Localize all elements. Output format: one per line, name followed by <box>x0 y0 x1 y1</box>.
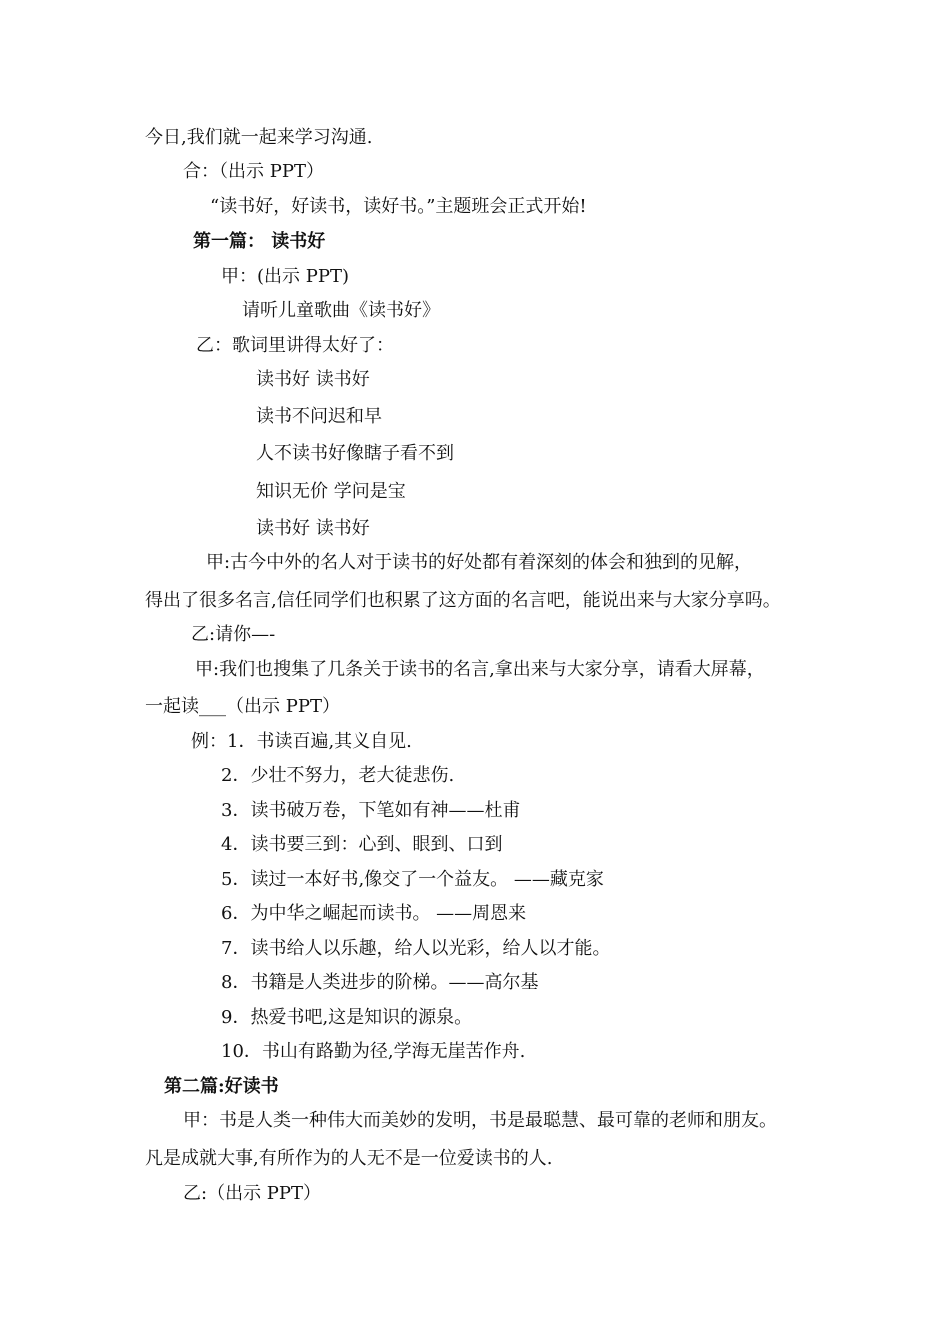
text-line: 请听儿童歌曲《读书好》 <box>242 300 440 321</box>
quote-item: 5．读过一本好书,像交了一个益友。 ——藏克家 <box>221 869 604 890</box>
text-line: 乙：歌词里讲得太好了： <box>196 335 394 356</box>
lyric-line: 读书好 读书好 <box>256 518 370 539</box>
quote-item: 4．读书要三到：心到、眼到、口到 <box>221 834 503 855</box>
quote-item: 6．为中华之崛起而读书。 ——周恩来 <box>221 903 527 924</box>
text-line: 凡是成就大事,有所作为的人无不是一位爱读书的人. <box>145 1148 553 1169</box>
lyric-line: 人不读书好像瞎子看不到 <box>256 443 454 464</box>
text-line: “读书好，好读书，读好书。”主题班会正式开始! <box>210 196 587 217</box>
lyric-line: 读书不问迟和早 <box>256 406 382 427</box>
quote-item: 2．少壮不努力，老大徒悲伤. <box>221 765 455 786</box>
quote-item: 10．书山有路勤为径,学海无崖苦作舟. <box>221 1041 526 1062</box>
text-line: 合：（出示 PPT） <box>183 161 324 182</box>
lyric-line: 读书好 读书好 <box>256 369 370 390</box>
quote-item: 例：1．书读百遍,其义自见. <box>191 731 412 752</box>
quote-item: 9．热爱书吧,这是知识的源泉。 <box>221 1007 473 1028</box>
text-line: 甲：(出示 PPT) <box>221 266 349 287</box>
text-line: 甲:我们也搜集了几条关于读书的名言,拿出来与大家分享，请看大屏幕， <box>195 659 765 680</box>
text-line: 甲：书是人类一种伟大而美妙的发明，书是最聪慧、最可靠的老师和朋友。 <box>183 1110 777 1131</box>
text-line: 一起读___（出示 PPT） <box>145 696 340 717</box>
lyric-line: 知识无价 学问是宝 <box>256 481 406 502</box>
quote-item: 7．读书给人以乐趣，给人以光彩，给人以才能。 <box>221 938 611 959</box>
text-line: 甲:古今中外的名人对于读书的好处都有着深刻的体会和独到的见解， <box>206 552 753 573</box>
quote-item: 8．书籍是人类进步的阶梯。——高尔基 <box>221 972 539 993</box>
text-line: 乙:请你—- <box>191 624 276 645</box>
quote-item: 3．读书破万卷，下笔如有神——杜甫 <box>221 800 521 821</box>
section-heading: 第一篇： 读书好 <box>193 231 326 252</box>
text-line: 今日,我们就一起来学习沟通. <box>145 127 373 148</box>
section-heading: 第二篇:好读书 <box>164 1076 279 1097</box>
text-line: 乙:（出示 PPT） <box>183 1183 322 1204</box>
text-line: 得出了很多名言,信任同学们也积累了这方面的名言吧，能说出来与大家分享吗。 <box>145 590 781 611</box>
